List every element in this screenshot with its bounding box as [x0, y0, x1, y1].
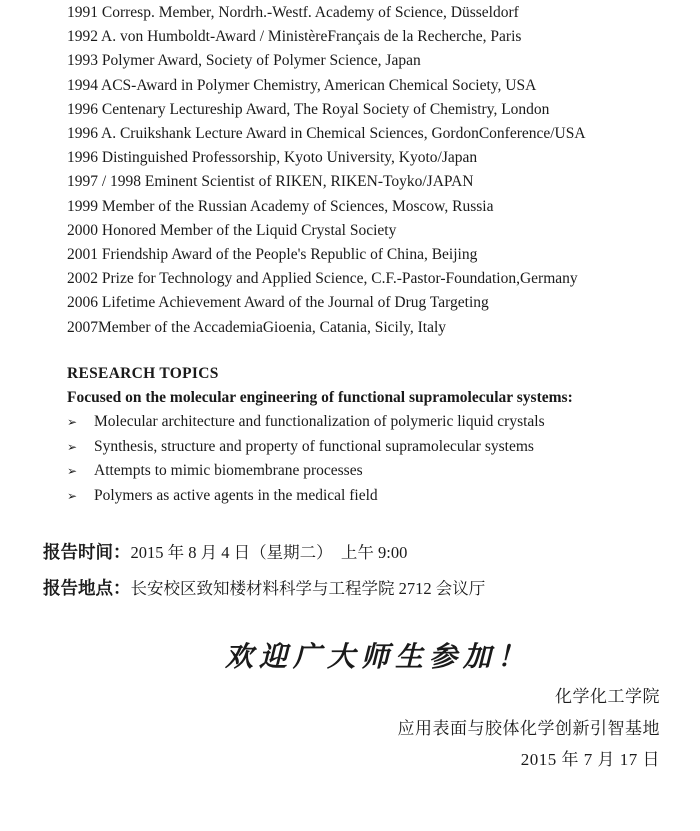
arrow-bullet-icon: ➢: [67, 464, 78, 478]
award-item: 1996 Distinguished Professorship, Kyoto University, Kyoto/Japan: [67, 149, 478, 167]
research-topic-text: Attempts to mimic biomembrane processes: [94, 462, 363, 479]
signature-date: 2015 年 7 月 17 日: [520, 750, 660, 769]
signature-block: [398, 681, 661, 776]
research-topics-heading: RESEARCH TOPICS: [67, 365, 219, 382]
award-item: 2001 Friendship Award of the People's Republic of China, Beijing: [67, 246, 478, 264]
award-item: 2007Member of the AccademiaGioenia, Catania, Sicily, Italy: [67, 318, 447, 336]
research-topic-item: [67, 459, 680, 484]
award-item: 1997 / 1998 Eminent Scientist of RIKEN, RIKEN-Toyko/JAPAN: [67, 173, 474, 191]
award-item: 2002 Prize for Technology and Applied Science, C.F.-Pastor-Foundation,Germany: [67, 270, 578, 288]
research-topic-text: Molecular architecture and functionalization of polymeric liquid crystals: [94, 413, 545, 430]
award-item: 1999 Member of the Russian Academy of Sciences, Moscow, Russia: [67, 197, 494, 215]
research-focus-subheading: Focused on the molecular engineering of functional supramolecular systems:: [67, 389, 573, 406]
seminar-time-row: [43, 535, 680, 571]
arrow-bullet-icon: ➢: [67, 415, 78, 429]
award-item: 1994 ACS-Award in Polymer Chemistry, American Chemical Society, USA: [67, 76, 537, 94]
research-topic-item: [67, 484, 680, 509]
seminar-venue-row: [43, 571, 680, 607]
research-topic-text: Synthesis, structure and property of functional supramolecular systems: [94, 437, 534, 455]
research-topic-text: Polymers as active agents in the medical field: [94, 486, 378, 504]
award-item: 1992 A. von Humboldt-Award / MinistèreFrançais de la Recherche, Paris: [67, 28, 522, 46]
welcome-message: 欢迎广大师生参加！: [224, 642, 531, 673]
seminar-venue-label: 报告地点：: [43, 578, 131, 598]
research-topic-item: [67, 410, 680, 435]
awards-list: [67, 1, 680, 340]
arrow-bullet-icon: ➢: [67, 439, 78, 454]
award-item: 2000 Honored Member of the Liquid Crystal Society: [67, 221, 397, 239]
research-topics-section: [67, 362, 680, 508]
signature-org-2: 应用表面与胶体化学创新引智基地: [397, 718, 660, 738]
seminar-venue-value: 长安校区致知楼材料科学与工程学院 2712 会议厅: [130, 579, 486, 598]
arrow-bullet-icon: ➢: [67, 488, 78, 503]
award-item: 2006 Lifetime Achievement Award of the Journal of Drug Targeting: [67, 294, 489, 312]
award-item: 1991 Corresp. Member, Nordrh.-Westf. Academy of Science, Düsseldorf: [67, 4, 519, 21]
award-item: 1996 Centenary Lectureship Award, The Royal Society of Chemistry, London: [67, 100, 550, 118]
seminar-time-value: 2015 年 8 月 4 日（星期二） 上午 9:00: [130, 543, 408, 562]
seminar-time-label: 报告时间：: [43, 542, 131, 562]
award-item: 1996 A. Cruikshank Lecture Award in Chemical Sciences, GordonConference/USA: [67, 125, 586, 143]
award-item: 1993 Polymer Award, Society of Polymer Science, Japan: [67, 52, 421, 70]
signature-org-1: 化学化工学院: [555, 687, 660, 706]
research-topic-item: [67, 435, 680, 460]
seminar-details: [43, 535, 680, 607]
